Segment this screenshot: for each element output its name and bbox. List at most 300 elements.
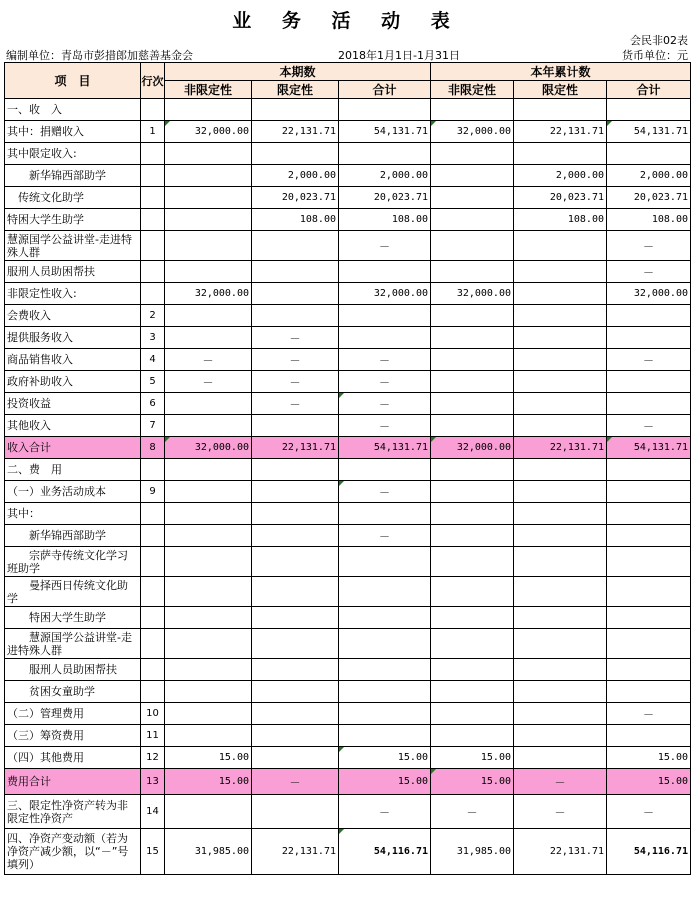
table-row [5, 607, 691, 629]
row-item-label: 其中限定收入: [5, 143, 141, 165]
cell-ytd-unrestricted [431, 305, 514, 327]
cell-cp-unrestricted: 32,000.00 [165, 121, 252, 143]
table-row [5, 283, 691, 305]
cell-cp-total [339, 99, 431, 121]
row-line-number: 6 [141, 393, 165, 415]
row-line-number [141, 503, 165, 525]
cell-cp-total: － [339, 795, 431, 829]
row-item-label: 慧源国学公益讲堂-走进特殊人群 [5, 231, 141, 261]
cell-cp-restricted [252, 99, 339, 121]
row-line-number [141, 659, 165, 681]
cell-cp-unrestricted [165, 503, 252, 525]
cell-cp-unrestricted [165, 481, 252, 503]
cell-ytd-unrestricted [431, 99, 514, 121]
row-line-number: 13 [141, 769, 165, 795]
cell-cp-unrestricted [165, 415, 252, 437]
row-line-number [141, 547, 165, 577]
row-line-number [141, 143, 165, 165]
cell-ytd-restricted [514, 607, 607, 629]
header-row-1 [5, 63, 691, 81]
header-item: 项 目 [5, 63, 141, 99]
cell-cp-total: － [339, 371, 431, 393]
cell-cp-unrestricted [165, 327, 252, 349]
cell-cp-unrestricted [165, 607, 252, 629]
cell-ytd-restricted [514, 393, 607, 415]
cell-ytd-total: － [607, 703, 691, 725]
cell-cp-unrestricted [165, 393, 252, 415]
cell-ytd-unrestricted [431, 503, 514, 525]
header-cp-total: 合计 [339, 81, 431, 99]
cell-ytd-unrestricted [431, 165, 514, 187]
cell-ytd-total [607, 577, 691, 607]
cell-ytd-restricted [514, 659, 607, 681]
table-row [5, 503, 691, 525]
cell-cp-unrestricted [165, 659, 252, 681]
cell-cp-total [339, 703, 431, 725]
cell-cp-restricted [252, 747, 339, 769]
cell-ytd-total [607, 327, 691, 349]
row-line-number: 2 [141, 305, 165, 327]
cell-ytd-unrestricted [431, 143, 514, 165]
cell-ytd-restricted [514, 231, 607, 261]
cell-ytd-restricted: 22,131.71 [514, 829, 607, 875]
cell-cp-total: 108.00 [339, 209, 431, 231]
row-line-number: 11 [141, 725, 165, 747]
cell-cp-restricted [252, 459, 339, 481]
row-line-number [141, 283, 165, 305]
cell-cp-restricted: 20,023.71 [252, 187, 339, 209]
cell-ytd-unrestricted [431, 327, 514, 349]
cell-cp-total [339, 607, 431, 629]
cell-ytd-unrestricted [431, 607, 514, 629]
report-meta [6, 47, 688, 61]
cell-cp-total: 20,023.71 [339, 187, 431, 209]
cell-ytd-total [607, 659, 691, 681]
cell-cp-restricted [252, 261, 339, 283]
row-item-label: 新华锦西部助学 [5, 525, 141, 547]
cell-ytd-unrestricted [431, 725, 514, 747]
table-row [5, 121, 691, 143]
cell-ytd-unrestricted [431, 481, 514, 503]
cell-ytd-total [607, 393, 691, 415]
cell-cp-unrestricted: 31,985.00 [165, 829, 252, 875]
cell-ytd-restricted [514, 415, 607, 437]
table-row [5, 459, 691, 481]
cell-ytd-restricted [514, 629, 607, 659]
cell-ytd-unrestricted [431, 261, 514, 283]
table-body [5, 99, 691, 875]
row-item-label: 费用合计 [5, 769, 141, 795]
cell-cp-restricted [252, 725, 339, 747]
row-line-number: 5 [141, 371, 165, 393]
cell-ytd-total [607, 681, 691, 703]
cell-ytd-unrestricted [431, 659, 514, 681]
row-line-number [141, 607, 165, 629]
row-line-number [141, 209, 165, 231]
row-line-number [141, 577, 165, 607]
report-period: 2018年1月1日-1月31日 [338, 49, 460, 62]
cell-cp-unrestricted [165, 703, 252, 725]
table-row [5, 99, 691, 121]
cell-cp-total [339, 659, 431, 681]
row-item-label: 传统文化助学 [5, 187, 141, 209]
cell-ytd-total [607, 725, 691, 747]
row-item-label: 服刑人员助困帮扶 [5, 659, 141, 681]
cell-ytd-unrestricted: 32,000.00 [431, 437, 514, 459]
row-line-number: 7 [141, 415, 165, 437]
row-line-number [141, 165, 165, 187]
cell-cp-unrestricted [165, 231, 252, 261]
cell-ytd-restricted [514, 327, 607, 349]
cell-ytd-unrestricted: 15.00 [431, 747, 514, 769]
cell-ytd-total [607, 547, 691, 577]
header-ytd-restricted: 限定性 [514, 81, 607, 99]
cell-ytd-restricted [514, 725, 607, 747]
cell-cp-total: 54,131.71 [339, 121, 431, 143]
cell-ytd-restricted [514, 99, 607, 121]
cell-cp-unrestricted [165, 261, 252, 283]
cell-cp-total [339, 681, 431, 703]
row-item-label: （三）筹资费用 [5, 725, 141, 747]
cell-cp-restricted [252, 681, 339, 703]
cell-cp-total: － [339, 525, 431, 547]
cell-ytd-restricted [514, 283, 607, 305]
cell-ytd-restricted: 108.00 [514, 209, 607, 231]
table-row [5, 703, 691, 725]
cell-ytd-total: 15.00 [607, 769, 691, 795]
cell-ytd-unrestricted [431, 415, 514, 437]
business-activity-table [4, 62, 691, 875]
cell-ytd-total [607, 459, 691, 481]
cell-ytd-unrestricted [431, 703, 514, 725]
cell-cp-restricted: － [252, 769, 339, 795]
table-row [5, 747, 691, 769]
cell-cp-total [339, 725, 431, 747]
cell-cp-restricted [252, 143, 339, 165]
row-line-number [141, 459, 165, 481]
cell-ytd-unrestricted [431, 209, 514, 231]
cell-ytd-total: － [607, 415, 691, 437]
cell-ytd-restricted [514, 459, 607, 481]
cell-cp-restricted: 108.00 [252, 209, 339, 231]
header-ytd-total: 合计 [607, 81, 691, 99]
cell-cp-unrestricted [165, 165, 252, 187]
cell-ytd-restricted: － [514, 769, 607, 795]
cell-ytd-restricted [514, 371, 607, 393]
table-row [5, 231, 691, 261]
cell-cp-unrestricted [165, 209, 252, 231]
cell-ytd-restricted [514, 481, 607, 503]
cell-ytd-total [607, 99, 691, 121]
cell-cp-total: 15.00 [339, 747, 431, 769]
row-item-label: 商品销售收入 [5, 349, 141, 371]
header-current-period: 本期数 [165, 63, 431, 81]
cell-cp-restricted [252, 525, 339, 547]
cell-cp-unrestricted [165, 547, 252, 577]
cell-cp-restricted: 22,131.71 [252, 829, 339, 875]
cell-ytd-unrestricted [431, 547, 514, 577]
cell-ytd-total: 20,023.71 [607, 187, 691, 209]
cell-cp-total: 54,116.71 [339, 829, 431, 875]
row-line-number: 4 [141, 349, 165, 371]
row-item-label: 提供服务收入 [5, 327, 141, 349]
row-item-label: 四、净资产变动额（若为净资产减少额，以“－”号填列） [5, 829, 141, 875]
cell-ytd-restricted [514, 525, 607, 547]
table-row [5, 415, 691, 437]
table-row [5, 209, 691, 231]
row-item-label: 政府补助收入 [5, 371, 141, 393]
cell-ytd-total [607, 607, 691, 629]
cell-cp-unrestricted [165, 795, 252, 829]
cell-ytd-total: 15.00 [607, 747, 691, 769]
cell-ytd-restricted [514, 547, 607, 577]
row-line-number: 8 [141, 437, 165, 459]
table-row [5, 349, 691, 371]
table-row [5, 481, 691, 503]
cell-ytd-total: 2,000.00 [607, 165, 691, 187]
reporting-unit: 编制单位：青岛市彭措郎加慈善基金会 [6, 49, 193, 62]
row-line-number: 14 [141, 795, 165, 829]
cell-ytd-restricted: 20,023.71 [514, 187, 607, 209]
table-row [5, 187, 691, 209]
cell-ytd-total: 108.00 [607, 209, 691, 231]
cell-cp-restricted [252, 283, 339, 305]
row-line-number: 1 [141, 121, 165, 143]
table-row [5, 577, 691, 607]
row-item-label: 其中： [5, 503, 141, 525]
cell-cp-restricted [252, 629, 339, 659]
header-cp-restricted: 限定性 [252, 81, 339, 99]
cell-cp-restricted: － [252, 371, 339, 393]
row-line-number: 15 [141, 829, 165, 875]
cell-cp-total: － [339, 481, 431, 503]
cell-ytd-unrestricted: － [431, 795, 514, 829]
cell-cp-restricted [252, 607, 339, 629]
cell-ytd-total [607, 143, 691, 165]
cell-ytd-unrestricted [431, 349, 514, 371]
cell-cp-unrestricted [165, 629, 252, 659]
form-code: 会民非02表 [630, 34, 688, 47]
row-item-label: 贫困女童助学 [5, 681, 141, 703]
table-row [5, 829, 691, 875]
cell-cp-total [339, 305, 431, 327]
row-item-label: 三、限定性净资产转为非限定性净资产 [5, 795, 141, 829]
cell-cp-total: － [339, 231, 431, 261]
cell-ytd-unrestricted [431, 393, 514, 415]
row-line-number [141, 261, 165, 283]
cell-cp-unrestricted: 15.00 [165, 769, 252, 795]
cell-ytd-unrestricted: 32,000.00 [431, 283, 514, 305]
row-line-number: 10 [141, 703, 165, 725]
cell-cp-unrestricted [165, 525, 252, 547]
row-line-number [141, 231, 165, 261]
cell-cp-total [339, 547, 431, 577]
cell-ytd-unrestricted [431, 525, 514, 547]
row-item-label: 会费收入 [5, 305, 141, 327]
table-row [5, 795, 691, 829]
cell-ytd-unrestricted [431, 629, 514, 659]
header-cp-unrestricted: 非限定性 [165, 81, 252, 99]
cell-ytd-restricted: 22,131.71 [514, 121, 607, 143]
row-line-number: 12 [141, 747, 165, 769]
row-line-number [141, 681, 165, 703]
cell-cp-restricted [252, 795, 339, 829]
cell-ytd-total [607, 305, 691, 327]
row-item-label: 收入合计 [5, 437, 141, 459]
cell-ytd-restricted [514, 305, 607, 327]
cell-cp-total [339, 143, 431, 165]
cell-cp-total: － [339, 349, 431, 371]
row-line-number [141, 187, 165, 209]
cell-cp-unrestricted [165, 143, 252, 165]
row-item-label: 一、收 入 [5, 99, 141, 121]
table-row [5, 659, 691, 681]
table-row [5, 547, 691, 577]
cell-ytd-restricted [514, 577, 607, 607]
cell-cp-total [339, 261, 431, 283]
cell-cp-unrestricted [165, 577, 252, 607]
cell-cp-restricted [252, 703, 339, 725]
cell-ytd-restricted: 22,131.71 [514, 437, 607, 459]
cell-cp-restricted: 2,000.00 [252, 165, 339, 187]
cell-cp-unrestricted: － [165, 349, 252, 371]
table-row [5, 769, 691, 795]
cell-cp-restricted: 22,131.71 [252, 437, 339, 459]
cell-ytd-unrestricted [431, 187, 514, 209]
table-row [5, 143, 691, 165]
header-line: 行次 [141, 63, 165, 99]
cell-cp-total: 54,131.71 [339, 437, 431, 459]
row-item-label: （四）其他费用 [5, 747, 141, 769]
cell-cp-total [339, 503, 431, 525]
cell-cp-restricted [252, 547, 339, 577]
cell-ytd-unrestricted [431, 231, 514, 261]
row-item-label: （一）业务活动成本 [5, 481, 141, 503]
cell-cp-total: 32,000.00 [339, 283, 431, 305]
cell-cp-total: － [339, 393, 431, 415]
cell-cp-unrestricted [165, 99, 252, 121]
row-line-number [141, 629, 165, 659]
cell-cp-unrestricted: － [165, 371, 252, 393]
cell-cp-unrestricted: 32,000.00 [165, 437, 252, 459]
cell-cp-total: 2,000.00 [339, 165, 431, 187]
cell-cp-restricted [252, 503, 339, 525]
row-item-label: （二）管理费用 [5, 703, 141, 725]
row-item-label: 特困大学生助学 [5, 607, 141, 629]
cell-ytd-total [607, 629, 691, 659]
row-item-label: 曼择西日传统文化助学 [5, 577, 141, 607]
header-ytd-unrestricted: 非限定性 [431, 81, 514, 99]
row-item-label: 新华锦西部助学 [5, 165, 141, 187]
cell-ytd-total [607, 503, 691, 525]
cell-cp-restricted [252, 577, 339, 607]
cell-cp-restricted [252, 231, 339, 261]
cell-ytd-total: － [607, 349, 691, 371]
row-line-number [141, 99, 165, 121]
row-item-label: 其他收入 [5, 415, 141, 437]
row-item-label: 其中：捐赠收入 [5, 121, 141, 143]
cell-cp-unrestricted [165, 305, 252, 327]
row-item-label: 服刑人员助困帮扶 [5, 261, 141, 283]
cell-ytd-unrestricted: 32,000.00 [431, 121, 514, 143]
cell-cp-total: 15.00 [339, 769, 431, 795]
cell-cp-unrestricted: 32,000.00 [165, 283, 252, 305]
header-ytd: 本年累计数 [431, 63, 691, 81]
row-line-number: 3 [141, 327, 165, 349]
table-row [5, 261, 691, 283]
cell-ytd-unrestricted [431, 459, 514, 481]
cell-cp-restricted: 22,131.71 [252, 121, 339, 143]
cell-ytd-unrestricted [431, 681, 514, 703]
table-row [5, 629, 691, 659]
cell-cp-total [339, 629, 431, 659]
cell-ytd-restricted: 2,000.00 [514, 165, 607, 187]
cell-ytd-restricted [514, 143, 607, 165]
cell-cp-total [339, 459, 431, 481]
cell-ytd-unrestricted [431, 577, 514, 607]
cell-cp-restricted: － [252, 327, 339, 349]
cell-ytd-total: 32,000.00 [607, 283, 691, 305]
cell-ytd-restricted [514, 747, 607, 769]
cell-cp-unrestricted [165, 187, 252, 209]
table-row [5, 371, 691, 393]
cell-ytd-total: 54,131.71 [607, 437, 691, 459]
cell-ytd-unrestricted [431, 371, 514, 393]
table-row [5, 525, 691, 547]
cell-cp-restricted: － [252, 349, 339, 371]
table-row [5, 393, 691, 415]
currency-unit: 货币单位：元 [622, 49, 688, 62]
cell-ytd-total: － [607, 795, 691, 829]
row-line-number [141, 525, 165, 547]
cell-ytd-total: 54,116.71 [607, 829, 691, 875]
cell-ytd-total [607, 371, 691, 393]
cell-ytd-total: 54,131.71 [607, 121, 691, 143]
cell-ytd-restricted [514, 681, 607, 703]
cell-cp-total [339, 327, 431, 349]
cell-cp-unrestricted: 15.00 [165, 747, 252, 769]
cell-ytd-restricted: － [514, 795, 607, 829]
row-item-label: 非限定性收入: [5, 283, 141, 305]
cell-ytd-unrestricted: 15.00 [431, 769, 514, 795]
cell-cp-restricted [252, 481, 339, 503]
cell-ytd-total [607, 525, 691, 547]
row-line-number: 9 [141, 481, 165, 503]
table-row [5, 165, 691, 187]
cell-cp-restricted [252, 305, 339, 327]
cell-ytd-total [607, 481, 691, 503]
row-item-label: 特困大学生助学 [5, 209, 141, 231]
cell-cp-restricted [252, 415, 339, 437]
cell-ytd-total: － [607, 261, 691, 283]
cell-cp-unrestricted [165, 725, 252, 747]
cell-ytd-restricted [514, 703, 607, 725]
cell-ytd-restricted [514, 261, 607, 283]
table-row [5, 327, 691, 349]
cell-cp-total: － [339, 415, 431, 437]
cell-cp-unrestricted [165, 681, 252, 703]
table-row [5, 681, 691, 703]
cell-ytd-total: － [607, 231, 691, 261]
table-row [5, 437, 691, 459]
row-item-label: 宗萨寺传统文化学习班助学 [5, 547, 141, 577]
report-title: 业 务 活 动 表 [232, 10, 462, 32]
cell-ytd-restricted [514, 503, 607, 525]
cell-cp-unrestricted [165, 459, 252, 481]
row-item-label: 二、费 用 [5, 459, 141, 481]
cell-cp-restricted [252, 659, 339, 681]
cell-cp-total [339, 577, 431, 607]
